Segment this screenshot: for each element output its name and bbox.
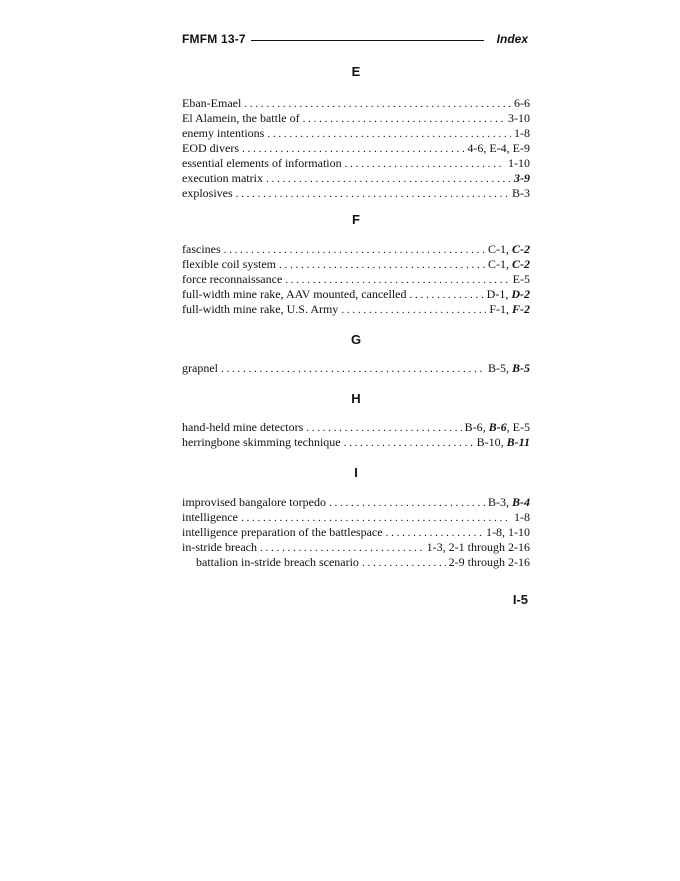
figure-page-ref: C-2 [512, 257, 530, 271]
page-number: I-5 [512, 592, 528, 607]
section-letter: F [352, 212, 360, 227]
index-entry [182, 126, 530, 141]
index-entry [182, 96, 530, 111]
dot-leader [244, 97, 511, 111]
page-ref: B-3 [512, 186, 530, 200]
section-title: Index [496, 32, 528, 46]
page-ref: B-5, [488, 361, 512, 375]
index-entry [182, 272, 530, 287]
page-ref: F-1, [489, 302, 512, 316]
section-letter: E [351, 64, 361, 79]
index-entry [182, 156, 530, 171]
entry-page-refs [514, 510, 530, 525]
entry-page-refs [488, 242, 530, 257]
dot-leader [260, 541, 424, 555]
entry-page-refs [512, 186, 530, 201]
dot-leader [236, 187, 509, 201]
entry-page-refs [513, 272, 530, 287]
index-section-g [182, 330, 530, 375]
index-section-f [182, 210, 530, 316]
entry-term: Eban-Emael [182, 96, 242, 110]
page-ref: 1-8 [514, 126, 530, 140]
page-ref: , E-5 [506, 420, 530, 434]
index-entry [182, 361, 530, 376]
page-ref: C-1, [488, 242, 512, 256]
entry-list [182, 420, 530, 450]
page-ref: 2-9 through 2-16 [448, 555, 530, 569]
figure-page-ref: F-2 [512, 302, 530, 316]
index-entry [182, 287, 530, 302]
running-header [182, 32, 530, 48]
figure-page-ref: B-4 [512, 495, 530, 509]
dot-leader [224, 243, 485, 257]
page-ref: 3-10 [508, 111, 530, 125]
dot-leader [329, 496, 485, 510]
entry-list [182, 361, 530, 376]
entry-term: full-width mine rake, U.S. Army [182, 302, 339, 316]
index-entry [182, 242, 530, 257]
figure-page-ref: B-5 [512, 361, 530, 375]
entry-page-refs [514, 171, 530, 186]
index-entry [182, 435, 530, 450]
page-ref: 1-3, 2-1 through 2-16 [426, 540, 530, 554]
entry-term: force reconnaissance [182, 272, 283, 286]
entry-page-refs [489, 302, 530, 317]
entry-term: intelligence [182, 510, 238, 524]
entry-page-refs [488, 495, 530, 510]
index-entry [182, 525, 530, 540]
document-id: FMFM 13-7 [182, 32, 246, 46]
dot-leader [279, 258, 485, 272]
figure-page-ref: B-11 [506, 435, 530, 449]
page-ref: D-1, [486, 287, 512, 301]
dot-leader [267, 127, 511, 141]
dot-leader [341, 303, 486, 317]
figure-page-ref: B-6 [488, 420, 507, 434]
entry-page-refs [486, 525, 530, 540]
index-entry [182, 510, 530, 525]
entry-page-refs [514, 96, 530, 111]
index-entry [182, 171, 530, 186]
index-entry [182, 257, 530, 272]
page-ref: 1-8, 1-10 [486, 525, 530, 539]
entry-term: fascines [182, 242, 221, 256]
entry-term: enemy intentions [182, 126, 265, 140]
page-ref: C-1, [488, 257, 512, 271]
entry-term: full-width mine rake, AAV mounted, cancelled [182, 287, 407, 301]
index-entry [182, 141, 530, 156]
page-ref: 1-8 [514, 510, 530, 524]
page-ref: 4-6, E-4, E-9 [467, 141, 530, 155]
entry-page-refs [427, 540, 530, 555]
entry-term: execution matrix [182, 171, 263, 185]
index-entry [182, 495, 530, 510]
index-entry [182, 302, 530, 317]
page-ref: B-10, [476, 435, 507, 449]
entry-page-refs [488, 361, 530, 376]
entry-page-refs [508, 156, 530, 171]
dot-leader [362, 556, 446, 570]
entry-term: herringbone skimming technique [182, 435, 341, 449]
dot-leader [306, 421, 461, 435]
entry-term: essential elements of information [182, 156, 342, 170]
dot-leader [241, 511, 511, 525]
section-letter: I [354, 465, 358, 480]
figure-page-ref: 3-9 [514, 171, 530, 185]
page-ref: B-3, [488, 495, 512, 509]
page-ref: E-5 [512, 272, 530, 286]
entry-page-refs [508, 111, 530, 126]
dot-leader [221, 362, 485, 376]
entry-list [182, 242, 530, 317]
index-entry [182, 186, 530, 201]
entry-term: EOD divers [182, 141, 239, 155]
entry-term: flexible coil system [182, 257, 276, 271]
index-entry [182, 540, 530, 555]
entry-page-refs [449, 555, 530, 570]
page-ref: B-6, [464, 420, 489, 434]
entry-term: hand-held mine detectors [182, 420, 304, 434]
entry-page-refs [514, 126, 530, 141]
entry-list [182, 495, 530, 570]
section-letter: G [350, 332, 362, 347]
header-rule [251, 40, 484, 41]
index-section-h [182, 389, 530, 449]
section-letter: H [351, 391, 361, 406]
dot-leader [344, 436, 474, 450]
dot-leader [242, 142, 464, 156]
entry-term: grapnel [182, 361, 218, 375]
entry-page-refs [487, 287, 530, 302]
entry-page-refs [467, 141, 530, 156]
index-section-e [182, 62, 530, 200]
index-subentry [182, 555, 530, 570]
dot-leader [410, 288, 484, 302]
dot-leader [285, 273, 509, 287]
dot-leader [345, 157, 505, 171]
entry-term: intelligence preparation of the battlespace [182, 525, 383, 539]
figure-page-ref: C-2 [512, 242, 530, 256]
entry-page-refs [488, 257, 530, 272]
figure-page-ref: D-2 [511, 287, 530, 301]
entry-term: El Alamein, the battle of [182, 111, 300, 125]
page-ref: 1-10 [508, 156, 530, 170]
entry-term: battalion in-stride breach scenario [196, 555, 359, 569]
index-section-i [182, 463, 530, 569]
index-entry [182, 420, 530, 435]
entry-page-refs [465, 420, 530, 435]
entry-page-refs [477, 435, 530, 450]
index-entry [182, 111, 530, 126]
dot-leader [266, 172, 511, 186]
page-ref: 6-6 [514, 96, 530, 110]
entry-term: explosives [182, 186, 233, 200]
dot-leader [386, 526, 483, 540]
dot-leader [303, 112, 505, 126]
entry-term: improvised bangalore torpedo [182, 495, 326, 509]
entry-list [182, 96, 530, 201]
entry-term: in-stride breach [182, 540, 257, 554]
